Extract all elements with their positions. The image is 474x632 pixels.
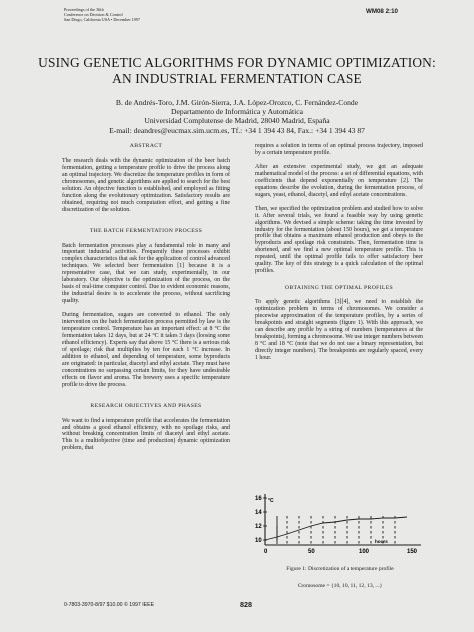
proceedings-line: Proceedings of the 36th bbox=[64, 7, 104, 12]
paragraph: requires a solution in terms of an optimal process trajectory, imposed by a certain temperature profile. bbox=[255, 143, 423, 156]
author-contact: E-mail: deandres@eucmax.sim.ucm.es, Tf.: +34 1 394 43 84, Fax.: +34 1 394 43 87 bbox=[109, 125, 365, 135]
paper-title bbox=[0, 55, 474, 86]
temperature-profile-plot bbox=[255, 492, 425, 556]
proceedings-line: San Diego, California USA • December 1997 bbox=[64, 16, 141, 22]
section-heading-batch: THE BATCH FERMENTATION PROCESS bbox=[89, 227, 203, 234]
paragraph: To apply genetic algorithms [3][4], we need to establish the optimization problem in terms of chromosomes. We consider a piecewise approximation of the temperature profiles, by a series of breakpoints and straight segments (figure 1). With this approach, we can describe any profile by a string of numbers (temperatures at the breakpoints), forming a chromosome. We use integer numbers between 8 °C and 18 °C (note that we do not use a binary representation, but directly integer numbers). The breakpoints are regularly spaced, every 1 hour. bbox=[255, 299, 423, 361]
page-number: 828 bbox=[240, 600, 252, 609]
author-department: Departamento de Informática y Automática bbox=[171, 107, 303, 117]
figure-caption: Figure 1: Discretization of a temperature profile bbox=[286, 566, 394, 572]
author-names: B. de Andrés-Toro, J.M. Girón-Sierra, J.A. López-Orozco, C. Fernández-Conde bbox=[115, 98, 359, 107]
title-line-1: USING GENETIC ALGORITHMS FOR DYNAMIC OPTIMIZATION: bbox=[38, 55, 436, 70]
isbn-line: 0-7803-3970-8/97 $10.00 © 1997 IEEE bbox=[64, 602, 155, 608]
figure-1 bbox=[255, 492, 425, 556]
y-tick-label: 14 bbox=[255, 510, 262, 516]
title-line-2: AN INDUSTRIAL FERMENTATION CASE bbox=[112, 70, 362, 86]
abstract-text: The research deals with the dynamic optimization of the beer batch fermentation, getting a temperature profile to drive the process along an optimal trajectory. We discretize the temperature profiles in form of chromosomes, and genetic algorithms are applied to search for the best solution. An objective function is established, and employed as fitting function along the evolutionary optimization. Satisfactory results are obtained, requiring not much computation effort, and getting a fine discretization of the solution. bbox=[62, 157, 230, 213]
x-unit-label: hours bbox=[375, 539, 388, 544]
paragraph: After an extensive experimental study, we got an adequate mathematical model of the process: a set of differential equations, with coefficients that depend exponentially on temperature [2]. The equations describe the evolution, during the fermentation process, of sugars, yeast, ethanol, diacetyl, and ethyl acetate concentrations. bbox=[255, 163, 423, 198]
y-tick-label: 10 bbox=[255, 538, 262, 544]
y-unit-label: °C bbox=[268, 498, 274, 504]
author-block bbox=[0, 98, 474, 135]
y-tick-label: 16 bbox=[255, 496, 262, 502]
paragraph: During fermentation, sugars are converted to ethanol. The only intervention on the batch fermentation process permitted by law is the temperature control. Temperature has an important effect: at 8 °C the fermentation takes 12 days, but at 24 °C it takes 3 days (loosing some ethanol efficiency). Experts say that above 15 °C there is a serious risk of spoilage; risk that multiplies by ten for each 1 °C increase. In addition to ethanol, and depending of temperature, some byproducts are originated: in particular, diacetyl and ethyl acetate. They must have concentrations no surpassing certain limits, for they have undesirable effects on flavor and aroma. The brewery uses a specific temperature profile to drive the process. bbox=[62, 312, 230, 388]
left-column bbox=[62, 143, 230, 452]
y-tick-label: 12 bbox=[255, 524, 262, 530]
profile-line bbox=[265, 517, 407, 540]
proceedings-info bbox=[64, 8, 140, 23]
section-heading-objectives: RESEARCH OBJECTIVES AND PHASES bbox=[90, 402, 202, 409]
right-column bbox=[255, 143, 423, 362]
x-tick-label: 0 bbox=[264, 549, 268, 555]
chromosome-example: Cromosome = {10, 10, 11, 12, 13, ...} bbox=[297, 583, 383, 589]
x-tick-label: 150 bbox=[407, 549, 418, 555]
x-tick-label: 100 bbox=[359, 549, 370, 555]
session-code: WM08 2:10 bbox=[366, 8, 398, 15]
x-tick-label: 50 bbox=[308, 549, 315, 555]
paragraph: Then, we specified the optimization problem and studied how to solve it. After several trials, we found a feasible way by using genetic algorithms. We devised a simple scheme: taking the time invested by industry for the fermentation (about 150 hours), we get a temperature profile that obtains a maximum ethanol production and obeys to the byproducts and spoilage risk constraints. Then, fermentation time is shortened, and we find a new optimal temperature profile. This is repeated, until the optimal profile fails to offer satisfactory beer quality. The key of this strategy is a quick calculation of the optimal profiles. bbox=[255, 205, 423, 275]
section-heading-profiles: OBTAINING THE OPTIMAL PROFILES bbox=[284, 285, 394, 292]
paragraph: We want to find a temperature profile that accelerates the fermentation and obtains a good ethanol efficiency, with no spoilage risks, and without breaking concentration limits of diacetyl and ethyl acetate. This is a multiobjective (time and production) dynamic optimization problem, that bbox=[62, 417, 230, 452]
proceedings-line: Conference on Decision & Control bbox=[64, 11, 123, 17]
paragraph: Batch fermentation processes play a fundamental role in many and important industrial activities. Frequently these processes exhibit complex characteristics that ask for the application of control advanced techniques. We selected beer fermentation [1] because it is a representative case, that we can study, experimentally, in our laboratory. Our objective is the optimization of the process, on the basis of real-time computer control. Due to evident economic reasons, the industrial desire is to accelerate the process, without sacrificing quality. bbox=[62, 242, 230, 305]
author-university: Universidad Complutense de Madrid, 28040 Madrid, España bbox=[144, 116, 330, 126]
abstract-heading: ABSTRACT bbox=[129, 143, 163, 149]
